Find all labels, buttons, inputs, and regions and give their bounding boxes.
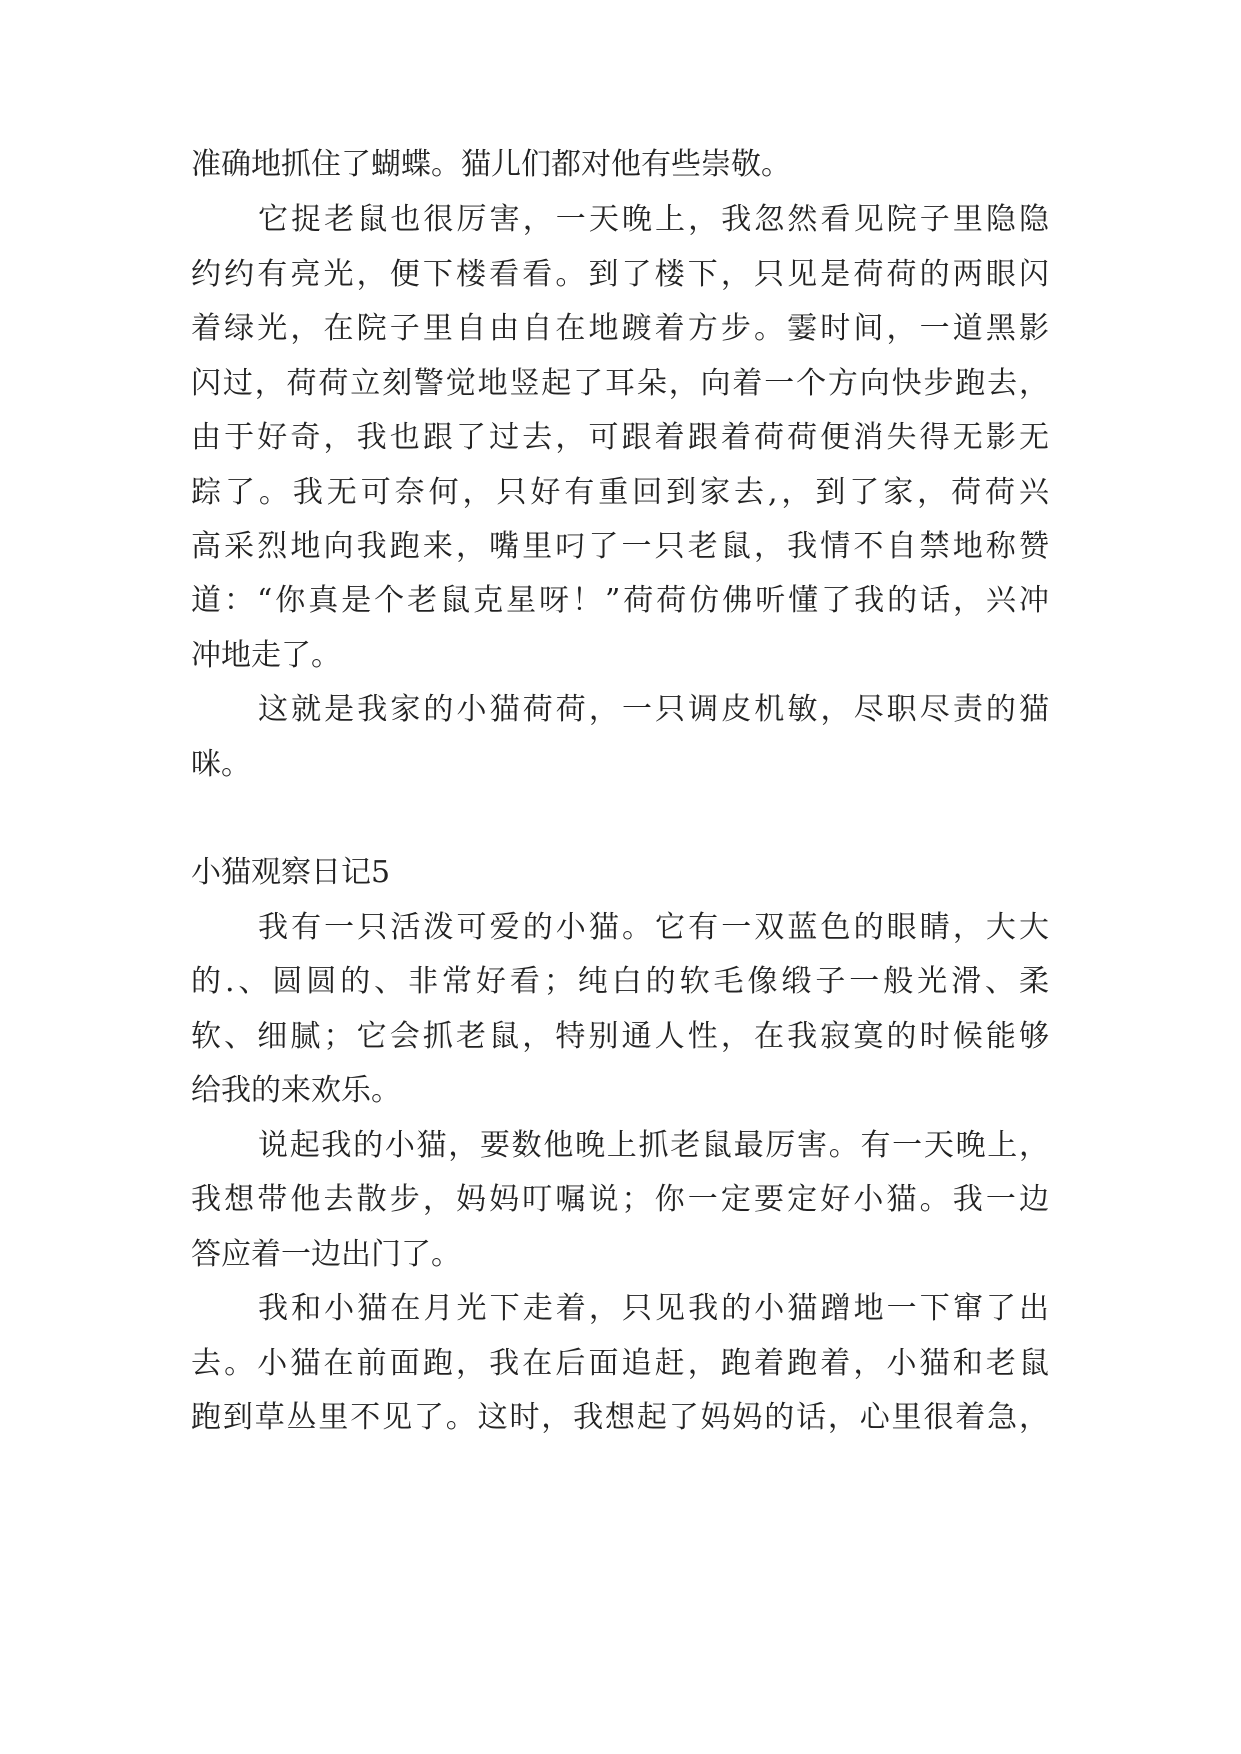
text-line: 道：“你真是个老鼠克星呀！”荷荷仿佛听懂了我的话，兴冲 (191, 583, 1049, 618)
text-line: 我想带他去散步，妈妈叮嘱说；你一定要定好小猫。我一边 (191, 1182, 1049, 1217)
paragraph-first-line: 我有一只活泼可爱的小猫。它有一双蓝色的眼睛，大大 (258, 910, 1049, 945)
text-line: 软、细腻；它会抓老鼠，特别通人性，在我寂寞的时候能够 (191, 1019, 1049, 1054)
paragraph-first-line: 说起我的小猫，要数他晚上抓老鼠最厉害。有一天晚上， (258, 1128, 1049, 1163)
text-line: 给我的来欢乐。 (191, 1073, 401, 1108)
text-line: 准确地抓住了蝴蝶。猫儿们都对他有些崇敬。 (191, 147, 791, 182)
text-line: 着绿光，在院子里自由自在地踱着方步。霎时间，一道黑影 (191, 311, 1049, 346)
paragraph-first-line: 这就是我家的小猫荷荷，一只调皮机敏，尽职尽责的猫 (258, 692, 1049, 727)
text-line: 闪过，荷荷立刻警觉地竖起了耳朵，向着一个方向快步跑去， (191, 366, 1049, 401)
text-line: 咪。 (191, 747, 251, 782)
text-line: 约约有亮光，便下楼看看。到了楼下，只见是荷荷的两眼闪 (191, 257, 1049, 292)
section-title: 小猫观察日记5 (191, 855, 391, 890)
text-line: 冲地走了。 (191, 638, 341, 673)
text-line: 去。小猫在前面跑，我在后面追赶，跑着跑着，小猫和老鼠 (191, 1346, 1049, 1381)
text-line: 由于好奇，我也跟了过去，可跟着跟着荷荷便消失得无影无 (191, 420, 1049, 455)
paragraph-first-line: 我和小猫在月光下走着，只见我的小猫蹭地一下窜了出 (258, 1291, 1049, 1326)
text-line: 跑到草丛里不见了。这时，我想起了妈妈的话，心里很着急， (191, 1400, 1049, 1435)
paragraph-first-line: 它捉老鼠也很厉害，一天晚上，我忽然看见院子里隐隐 (258, 202, 1049, 237)
text-line: 高采烈地向我跑来，嘴里叼了一只老鼠，我情不自禁地称赞 (191, 529, 1049, 564)
text-line: 的.、圆圆的、非常好看；纯白的软毛像缎子一般光滑、柔 (191, 964, 1049, 999)
text-line: 踪了。我无可奈何，只好有重回到家去,，到了家，荷荷兴 (191, 475, 1049, 510)
text-line: 答应着一边出门了。 (191, 1237, 461, 1272)
